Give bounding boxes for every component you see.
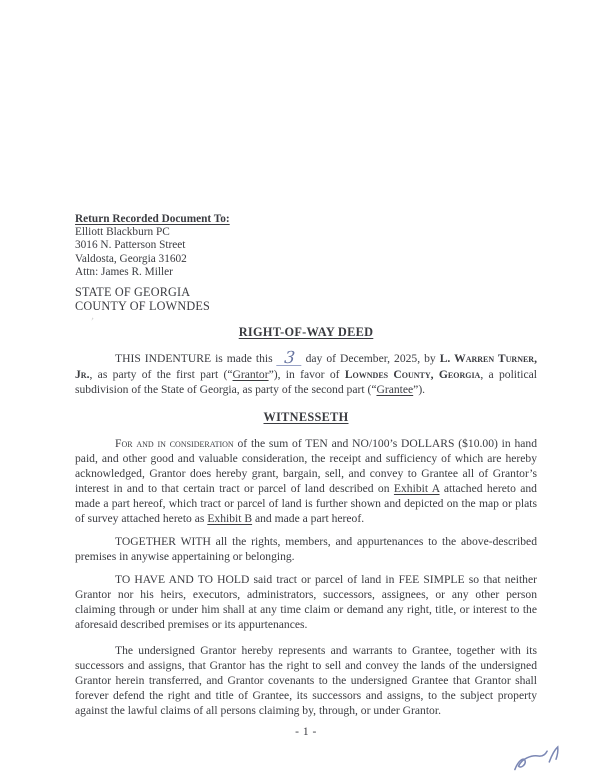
text-run: Lowndes County, Georgia — [344, 368, 481, 382]
para-habendum — [75, 572, 537, 632]
para-together — [75, 534, 537, 564]
return-address-line-2: 3016 N. Patterson Street — [75, 239, 186, 252]
return-block — [75, 213, 537, 279]
return-address-line-3: Valdosta, Georgia 31602 — [75, 252, 187, 265]
para-indenture — [75, 348, 537, 397]
text-run: THIS INDENTURE is made this — [115, 352, 277, 366]
return-to-label: Return Recorded Document To: — [75, 213, 230, 225]
document-content — [75, 213, 537, 740]
text-run: ”), in favor of — [268, 368, 345, 382]
text-run: attached hereto and made a part hereof, which tract or parcel of land is further shown and depicted on the map or plats of survey attached hereto as — [75, 482, 537, 526]
para-consideration — [75, 436, 537, 526]
scan-smudge: ’ — [88, 315, 95, 329]
text-run: day of December, 2025, by — [301, 352, 440, 366]
doc-title: RIGHT-OF-WAY DEED — [238, 325, 374, 340]
text-run: , a political subdivision of the State of Georgia, as party of the second part (“ — [75, 368, 537, 397]
return-address-line-1: Elliott Blackburn PC — [75, 226, 170, 239]
text-run: TOGETHER WITH all the rights, members, and appurtenances to the above-described premises in anywise appertaining or belonging. — [75, 535, 537, 564]
text-run: , as party of the first part (“ — [89, 368, 233, 382]
county-line: COUNTY OF LOWNDES — [75, 298, 210, 313]
paragraph-host-intro — [75, 348, 537, 397]
witnesseth-heading: WITNESSETH — [263, 410, 349, 425]
paragraph-host-body — [75, 436, 537, 718]
return-address-line-4: Attn: James R. Miller — [75, 265, 173, 278]
text-run: For and in consideration — [115, 437, 234, 451]
text-run: L. Warren Turner, Jr. — [75, 352, 537, 382]
text-run: ”). — [413, 383, 426, 397]
text-run: and made a part hereof. — [252, 512, 365, 526]
text-run: Exhibit B — [207, 512, 253, 526]
text-run: TO HAVE AND TO HOLD said tract or parcel of land in FEE SIMPLE so that neither Grantor nor his heirs, executors, administrators, successors, assignees, or any other person claiming through or under him shall at any time claim or demand any right, title, or interest to the aforesaid described premises or its appurtenances. — [75, 573, 537, 632]
text-run: Grantor — [232, 368, 269, 382]
page-number: - 1 - — [295, 726, 317, 739]
handwritten-day-number: 3 — [276, 352, 302, 366]
text-run: The undersigned Grantor hereby represents and warrants to Grantee, together with its successors and assigns, that Grantor has the right to sell and convey the lands of the undersigned Grantor herein transferred, and Grantor covenants to the undersigned Grantee that Grantor shall forever defend the right and title of Grantee, its successors and assigns, to the subject property against the lawful claims of all persons claiming by, through, or under Grantor. — [75, 644, 537, 718]
text-run: Exhibit A — [393, 482, 440, 496]
handwritten-initials-mark — [507, 744, 571, 776]
jurisdiction-block — [75, 286, 537, 313]
state-line: STATE OF GEORGIA — [75, 285, 191, 300]
para-warranty — [75, 643, 537, 718]
text-run: Grantee — [376, 383, 414, 397]
text-run: of the sum of TEN and NO/100’s DOLLARS ($10.00) in hand paid, and other good and valuable consideration, the receipt and sufficiency of which are hereby acknowledged, Grantor does hereby grant, bargain, sell, and convey to Grantee all of Grantor’s interest in and to that certain tract or parcel of land described on — [75, 437, 538, 496]
